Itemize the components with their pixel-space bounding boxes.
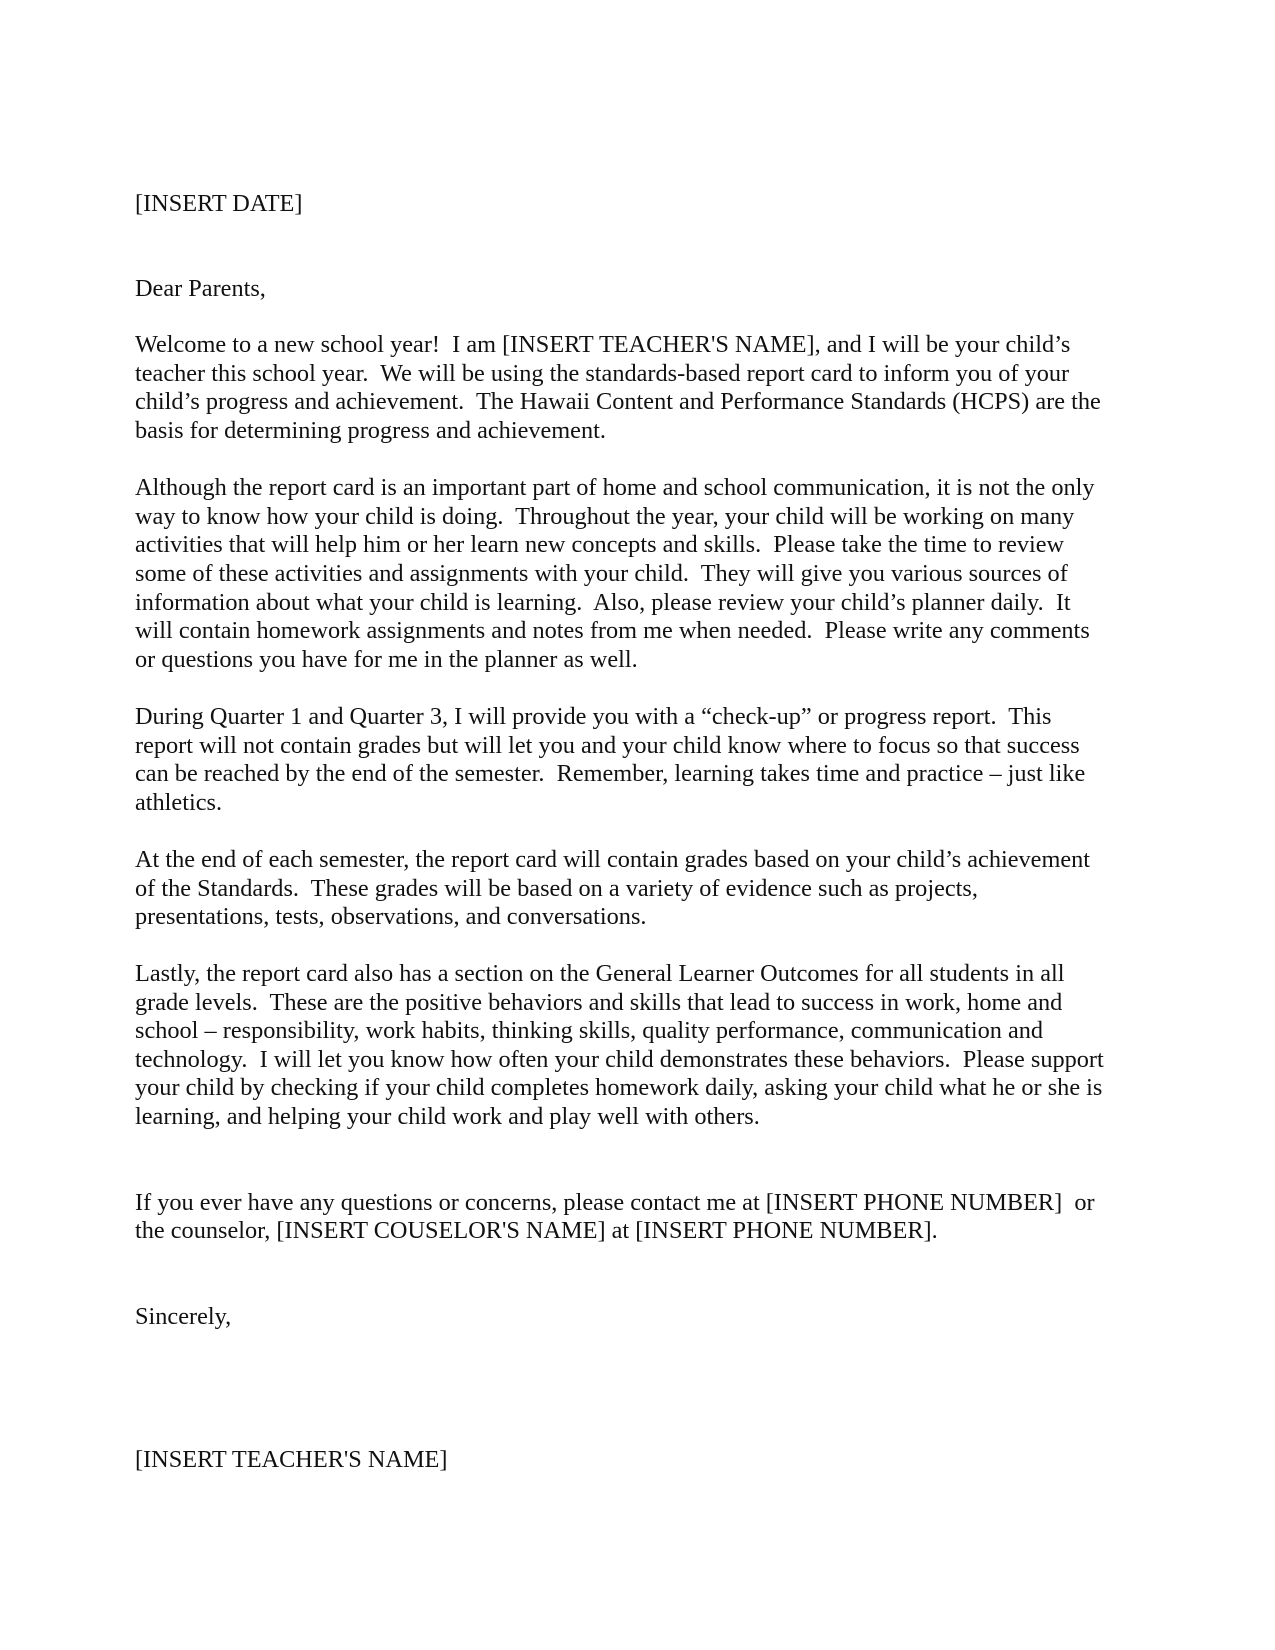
paragraph-line: At the end of each semester, the report card will contain grades based on your child’s achievement: [135, 846, 1091, 873]
paragraph-line: technology. I will let you know how often your child demonstrates these behaviors. Please support: [135, 1046, 1104, 1073]
paragraph-line: of the Standards. These grades will be based on a variety of evidence such as projects,: [135, 875, 978, 902]
paragraph-line: During Quarter 1 and Quarter 3, I will provide you with a “check-up” or progress report. This: [135, 703, 1052, 730]
letter-date: [INSERT DATE]: [135, 190, 303, 217]
paragraph-line: can be reached by the end of the semester. Remember, learning takes time and practice – just like: [135, 760, 1086, 787]
paragraph-line: some of these activities and assignments with your child. They will give you various sources of: [135, 560, 1068, 587]
letter-salutation: Dear Parents,: [135, 275, 266, 302]
paragraph-line: teacher this school year. We will be using the standards-based report card to inform you of your: [135, 360, 1070, 387]
paragraph-line: or questions you have for me in the planner as well.: [135, 646, 638, 673]
paragraph-line: school – responsibility, work habits, thinking skills, quality performance, communication and: [135, 1017, 1044, 1044]
paragraph-line: will contain homework assignments and notes from me when needed. Please write any comments: [135, 617, 1090, 644]
paragraph-line: basis for determining progress and achievement.: [135, 417, 606, 444]
paragraph-line: Although the report card is an important part of home and school communication, it is not the only: [135, 474, 1095, 501]
paragraph-line: child’s progress and achievement. The Hawaii Content and Performance Standards (HCPS) are the: [135, 388, 1101, 415]
paragraph-line: learning, and helping your child work and play well with others.: [135, 1103, 760, 1130]
paragraph-line: way to know how your child is doing. Throughout the year, your child will be working on many: [135, 503, 1075, 530]
paragraph-line: athletics.: [135, 789, 223, 816]
paragraph-line: Lastly, the report card also has a section on the General Learner Outcomes for all students in all: [135, 960, 1065, 987]
letter-closing: Sincerely,: [135, 1303, 232, 1330]
paragraph-line: report will not contain grades but will let you and your child know where to focus so that success: [135, 732, 1080, 759]
paragraph-line: your child by checking if your child completes homework daily, asking your child what he or she is: [135, 1074, 1103, 1101]
paragraph-line: presentations, tests, observations, and conversations.: [135, 903, 647, 930]
paragraph-line: activities that will help him or her learn new concepts and skills. Please take the time to review: [135, 531, 1065, 558]
paragraph-line: If you ever have any questions or concerns, please contact me at [INSERT PHONE NUMBER] or: [135, 1189, 1095, 1216]
paragraph-line: the counselor, [INSERT COUSELOR'S NAME] at [INSERT PHONE NUMBER].: [135, 1217, 938, 1244]
paragraph-line: information about what your child is learning. Also, please review your child’s planner daily. It: [135, 589, 1071, 616]
letter-signature: [INSERT TEACHER'S NAME]: [135, 1446, 448, 1473]
paragraph-line: grade levels. These are the positive behaviors and skills that lead to success in work, home and: [135, 989, 1063, 1016]
paragraph-line: Welcome to a new school year! I am [INSERT TEACHER'S NAME], and I will be your child’s: [135, 331, 1071, 358]
